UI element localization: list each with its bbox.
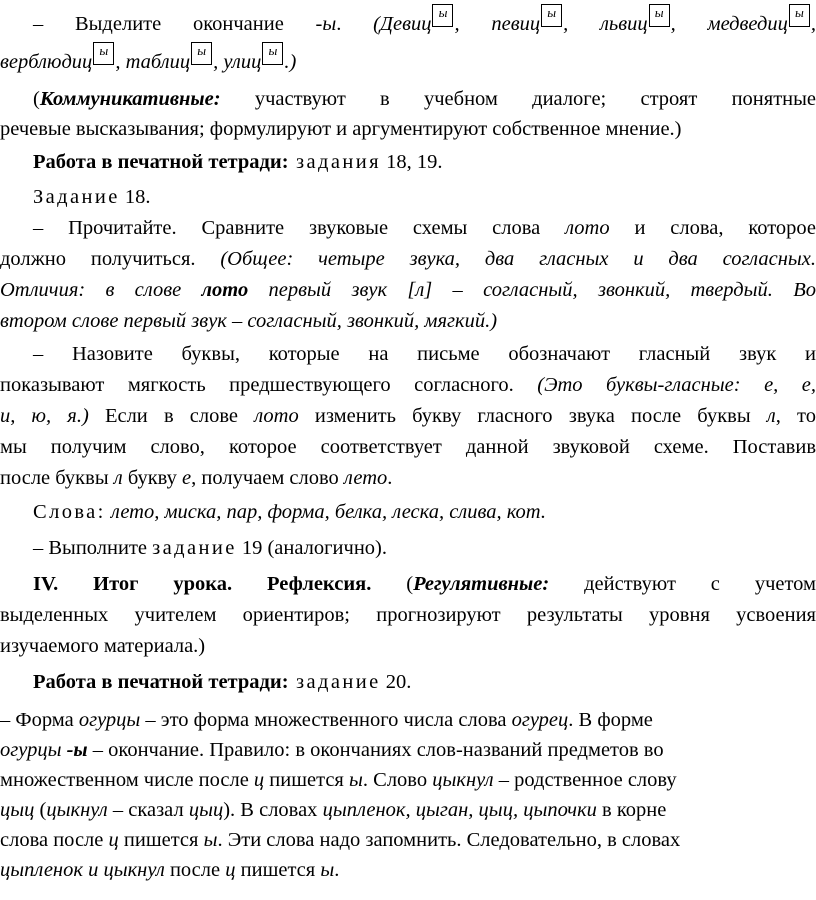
word: , улиц [213, 51, 262, 73]
text: слова после [0, 829, 109, 851]
text: – это форма множественного числа слова [140, 709, 512, 731]
text-line [0, 306, 816, 336]
text: 19 (аналогично). [236, 537, 387, 559]
letter: л [113, 467, 123, 489]
letter: ы [203, 829, 218, 851]
text-line: выделенных учителем ориентиров; прогнозируют результаты уровня усвоения [0, 604, 816, 626]
section-label: Работа в печатной тетради: [33, 151, 289, 173]
word-list: цыпленок и цыкнул [0, 859, 165, 881]
text: – Прочитайте. Сравните звуковые схемы слова [33, 217, 566, 239]
letter: е [182, 467, 192, 489]
word: , львиц [563, 13, 648, 35]
text: и слова, которое [609, 217, 816, 239]
section-label: Работа в печатной тетради: [33, 671, 289, 693]
text-line [33, 667, 816, 697]
word: лото [565, 217, 610, 239]
ending-box: ы [649, 4, 670, 27]
words-label: Слова: [33, 501, 106, 523]
text-line [0, 463, 816, 493]
word: цыкнул [46, 799, 108, 821]
text: пишется [118, 829, 204, 851]
text: ( [34, 799, 47, 821]
text: – Выполните [33, 537, 153, 559]
text: , то [775, 405, 816, 427]
text: после буквы [0, 467, 114, 489]
text: Если в слове [88, 405, 255, 427]
word: огурцы [78, 709, 141, 731]
text: – Форма [0, 709, 79, 731]
text: в корне [596, 799, 667, 821]
text-line [0, 855, 816, 885]
text-line [33, 569, 816, 599]
text-line [0, 275, 816, 305]
text: ). В словах [223, 799, 323, 821]
answer-text: первый звук [л] – согласный, звонкий, твердый. Во [248, 279, 816, 301]
text: изменить букву гласного звука после буквы [298, 405, 767, 427]
text: 20. [380, 671, 412, 693]
word: лото [201, 279, 249, 301]
text: – окончание. Правило: в окончаниях слов-названий предметов во [87, 739, 664, 761]
word: , таблиц [115, 51, 191, 73]
text: множественном числе после [0, 769, 254, 791]
text: . [334, 859, 340, 881]
word: .) [284, 51, 297, 73]
text-line: речевые высказывания; формулируют и аргументируют собственное мнение.) [0, 118, 682, 140]
ending-box: ы [191, 42, 212, 65]
answer-text: (Общее: четыре звука, два гласных и два согласных. [220, 248, 816, 270]
word: огурцы [0, 739, 62, 761]
text-line: – Назовите буквы, которые на письме обозначают гласный звук и [33, 343, 816, 365]
answer-text: (Это буквы-гласные: е, е, [537, 374, 816, 396]
ending-box: ы [432, 4, 453, 27]
letter: л [766, 405, 776, 427]
word: верблюдиц [0, 51, 93, 73]
ending-box: ы [262, 42, 283, 65]
text: задания [288, 151, 381, 173]
text: . Слово [362, 769, 433, 791]
text-line [33, 182, 816, 212]
text-line [33, 213, 816, 243]
text-line [0, 825, 816, 855]
text-line [0, 401, 816, 431]
section-heading: IV. Итог урока. Рефлексия. [33, 573, 372, 595]
word: (Девиц [373, 13, 432, 35]
answer-text: втором слове первый звук – согласный, звонкий, мягкий.) [0, 310, 498, 332]
text-line [33, 533, 816, 563]
word: лето [343, 467, 388, 489]
text-line: мы получим слово, которое соответствует данной звуковой схеме. Поставив [0, 436, 816, 458]
letter: ы [320, 859, 335, 881]
letter: ц [108, 829, 119, 851]
word-list: цыпленок, цыган, цыц, цыпочки [322, 799, 597, 821]
text: 18. [119, 186, 151, 208]
text: после [164, 859, 226, 881]
word-list: лето, миска, пар, форма, белка, леска, слива, кот. [105, 501, 546, 523]
text: – родственное слову [493, 769, 677, 791]
answer-text: и, ю, я.) [0, 405, 89, 427]
text-line [0, 735, 816, 765]
word: лото [254, 405, 299, 427]
text-line [33, 497, 816, 527]
ud-label: Коммуникативные: [39, 88, 221, 110]
text-line [33, 147, 816, 177]
text: участвуют в учебном диалоге; строят понятные [220, 88, 816, 110]
text-line [0, 765, 816, 795]
text: показывают мягкость предшествующего согласного. [0, 374, 538, 396]
text: – сказал [107, 799, 189, 821]
word: , певиц [454, 13, 541, 35]
text: ( [371, 573, 414, 595]
text: . В форме [568, 709, 653, 731]
text: 18, 19. [380, 151, 443, 173]
text: букву [122, 467, 183, 489]
ud-label: Регулятивные: [413, 573, 550, 595]
text: ( [33, 88, 40, 110]
text: . [336, 13, 374, 35]
ending-text: -ы [61, 739, 88, 761]
text-line [0, 705, 816, 735]
text: . [387, 467, 393, 489]
word: огурец [511, 709, 569, 731]
task-label: Задание [33, 186, 120, 208]
text-line [33, 84, 816, 114]
text: пишется [264, 769, 349, 791]
ending-box: ы [789, 4, 810, 27]
ending-text: -ы [315, 13, 337, 35]
text-line [0, 795, 816, 825]
answer-text: Отличия: в слове [0, 279, 202, 301]
word: , [810, 13, 816, 35]
text-line [0, 244, 816, 274]
word: цыкнул [432, 769, 494, 791]
text: должно получиться. [0, 248, 221, 270]
text-line [0, 370, 816, 400]
word: , медведиц [670, 13, 788, 35]
text: пишется [235, 859, 321, 881]
word: цыц [0, 799, 35, 821]
text: – Выделите окончание [33, 13, 316, 35]
text-line: изучаемого материала.) [0, 635, 206, 657]
ending-box: ы [93, 42, 114, 65]
task-label: задание [288, 671, 381, 693]
letter: ы [349, 769, 363, 791]
word: цыц [188, 799, 224, 821]
text: . Эти слова надо запомнить. Следовательно, в словах [217, 829, 681, 851]
task-label: задание [152, 537, 237, 559]
letter: ц [225, 859, 236, 881]
text: , получаем слово [191, 467, 344, 489]
text: действуют с учетом [549, 573, 816, 595]
letter: ц [253, 769, 265, 791]
ending-box: ы [541, 4, 562, 27]
text-line [0, 42, 816, 72]
text-line [33, 4, 816, 34]
